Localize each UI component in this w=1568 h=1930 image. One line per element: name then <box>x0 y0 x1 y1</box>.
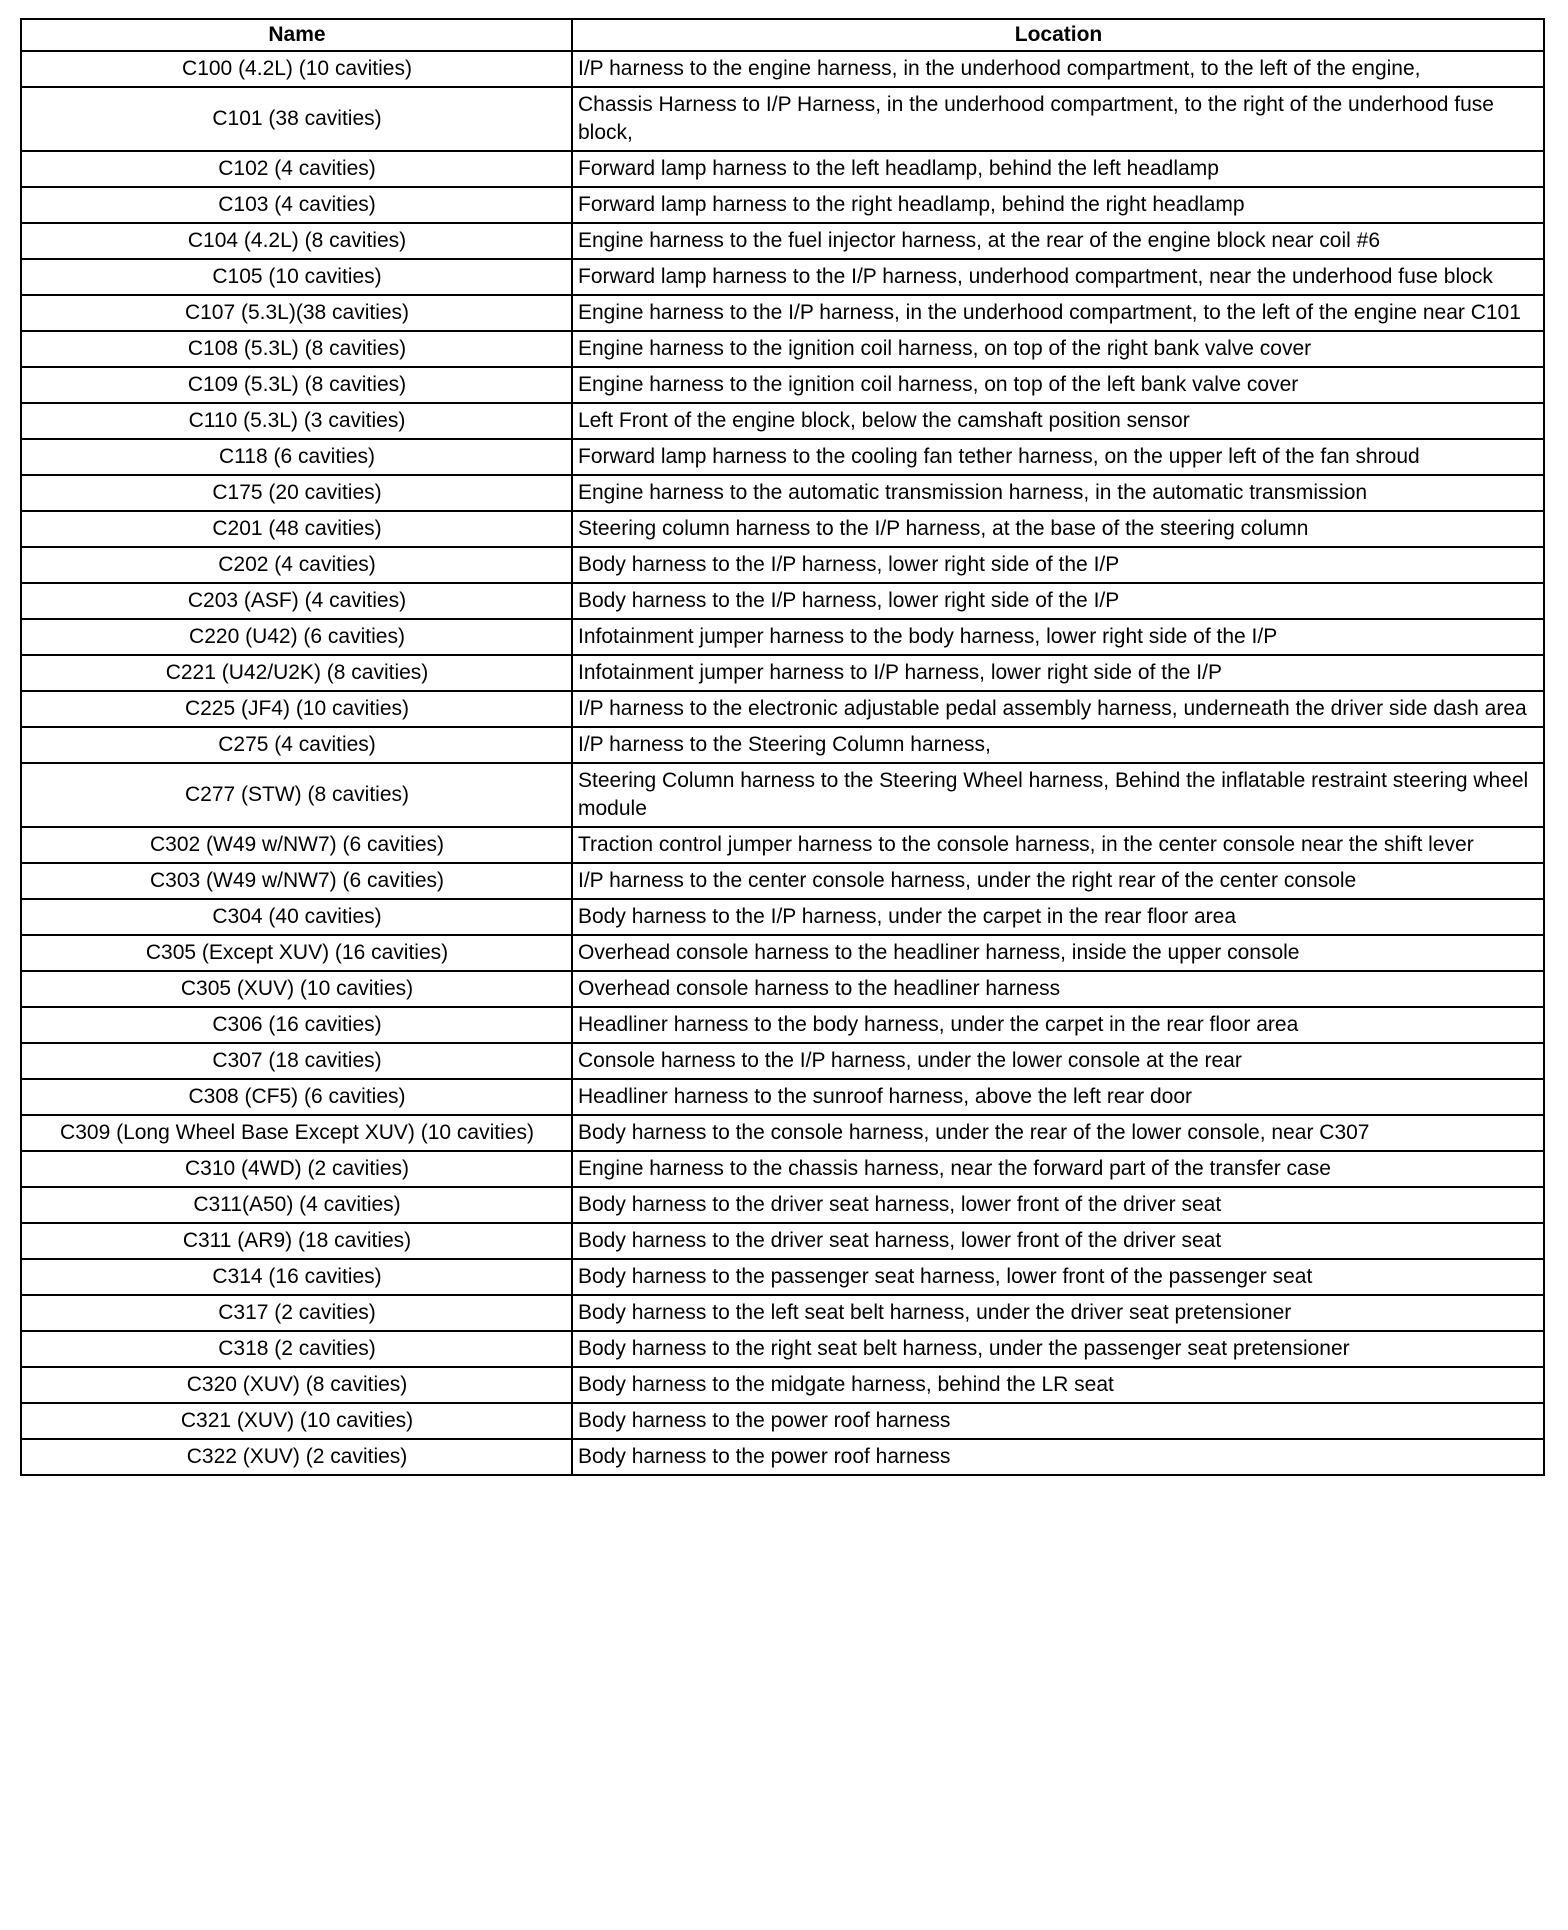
table-row <box>21 187 1544 223</box>
connector-name-cell: C108 (5.3L) (8 cavities) <box>21 331 572 367</box>
connector-location-cell: Body harness to the driver seat harness, lower front of the driver seat <box>572 1223 1544 1259</box>
connector-location-cell: Headliner harness to the body harness, under the carpet in the rear floor area <box>572 1007 1544 1043</box>
connector-name-cell: C303 (W49 w/NW7) (6 cavities) <box>21 863 572 899</box>
table-row <box>21 295 1544 331</box>
connector-name-cell: C277 (STW) (8 cavities) <box>21 763 572 827</box>
connector-location-cell: Body harness to the midgate harness, behind the LR seat <box>572 1367 1544 1403</box>
connector-name-cell: C314 (16 cavities) <box>21 1259 572 1295</box>
table-row <box>21 259 1544 295</box>
connector-location-cell: Engine harness to the I/P harness, in the underhood compartment, to the left of the engine near C101 <box>572 295 1544 331</box>
connector-location-cell: Body harness to the driver seat harness, lower front of the driver seat <box>572 1187 1544 1223</box>
connector-location-cell: I/P harness to the engine harness, in the underhood compartment, to the left of the engine, <box>572 51 1544 87</box>
table-row <box>21 863 1544 899</box>
table-row <box>21 763 1544 827</box>
connector-name-cell: C307 (18 cavities) <box>21 1043 572 1079</box>
table-row <box>21 1043 1544 1079</box>
connector-location-cell: Headliner harness to the sunroof harness, above the left rear door <box>572 1079 1544 1115</box>
connector-location-cell: Overhead console harness to the headliner harness, inside the upper console <box>572 935 1544 971</box>
table-row <box>21 1223 1544 1259</box>
table-row <box>21 151 1544 187</box>
connector-location-table <box>20 18 1545 1476</box>
connector-location-cell: Body harness to the power roof harness <box>572 1403 1544 1439</box>
connector-name-cell: C311 (AR9) (18 cavities) <box>21 1223 572 1259</box>
connector-location-cell: Body harness to the power roof harness <box>572 1439 1544 1475</box>
column-header-location: Location <box>572 19 1544 51</box>
connector-location-cell: Steering column harness to the I/P harness, at the base of the steering column <box>572 511 1544 547</box>
connector-name-cell: C305 (Except XUV) (16 cavities) <box>21 935 572 971</box>
table-row <box>21 899 1544 935</box>
connector-location-cell: Engine harness to the chassis harness, near the forward part of the transfer case <box>572 1151 1544 1187</box>
connector-name-cell: C304 (40 cavities) <box>21 899 572 935</box>
connector-name-cell: C102 (4 cavities) <box>21 151 572 187</box>
connector-name-cell: C110 (5.3L) (3 cavities) <box>21 403 572 439</box>
connector-location-cell: Body harness to the I/P harness, under the carpet in the rear floor area <box>572 899 1544 935</box>
table-row <box>21 1403 1544 1439</box>
connector-name-cell: C118 (6 cavities) <box>21 439 572 475</box>
connector-location-cell: Infotainment jumper harness to the body harness, lower right side of the I/P <box>572 619 1544 655</box>
column-header-name: Name <box>21 19 572 51</box>
connector-name-cell: C201 (48 cavities) <box>21 511 572 547</box>
table-row <box>21 691 1544 727</box>
connector-name-cell: C309 (Long Wheel Base Except XUV) (10 cavities) <box>21 1115 572 1151</box>
table-row <box>21 367 1544 403</box>
connector-location-cell: Body harness to the right seat belt harness, under the passenger seat pretensioner <box>572 1331 1544 1367</box>
table-row <box>21 655 1544 691</box>
table-row <box>21 403 1544 439</box>
table-body <box>21 51 1544 1475</box>
connector-location-cell: Forward lamp harness to the left headlamp, behind the left headlamp <box>572 151 1544 187</box>
connector-location-cell: Forward lamp harness to the right headlamp, behind the right headlamp <box>572 187 1544 223</box>
connector-location-cell: Console harness to the I/P harness, under the lower console at the rear <box>572 1043 1544 1079</box>
table-row <box>21 1439 1544 1475</box>
table-row <box>21 223 1544 259</box>
connector-name-cell: C220 (U42) (6 cavities) <box>21 619 572 655</box>
connector-location-cell: Engine harness to the fuel injector harness, at the rear of the engine block near coil #6 <box>572 223 1544 259</box>
table-row <box>21 1259 1544 1295</box>
connector-name-cell: C305 (XUV) (10 cavities) <box>21 971 572 1007</box>
connector-name-cell: C302 (W49 w/NW7) (6 cavities) <box>21 827 572 863</box>
connector-location-cell: I/P harness to the Steering Column harness, <box>572 727 1544 763</box>
connector-name-cell: C104 (4.2L) (8 cavities) <box>21 223 572 259</box>
table-row <box>21 971 1544 1007</box>
connector-table-container <box>20 18 1543 1476</box>
connector-name-cell: C109 (5.3L) (8 cavities) <box>21 367 572 403</box>
connector-name-cell: C275 (4 cavities) <box>21 727 572 763</box>
connector-name-cell: C320 (XUV) (8 cavities) <box>21 1367 572 1403</box>
connector-location-cell: Engine harness to the automatic transmission harness, in the automatic transmission <box>572 475 1544 511</box>
table-row <box>21 935 1544 971</box>
table-row <box>21 827 1544 863</box>
connector-name-cell: C107 (5.3L)(38 cavities) <box>21 295 572 331</box>
connector-name-cell: C103 (4 cavities) <box>21 187 572 223</box>
connector-location-cell: Engine harness to the ignition coil harness, on top of the left bank valve cover <box>572 367 1544 403</box>
connector-location-cell: Body harness to the passenger seat harness, lower front of the passenger seat <box>572 1259 1544 1295</box>
table-row <box>21 1367 1544 1403</box>
table-row <box>21 87 1544 151</box>
connector-name-cell: C202 (4 cavities) <box>21 547 572 583</box>
table-row <box>21 1331 1544 1367</box>
table-row <box>21 331 1544 367</box>
connector-name-cell: C321 (XUV) (10 cavities) <box>21 1403 572 1439</box>
connector-location-cell: Body harness to the left seat belt harness, under the driver seat pretensioner <box>572 1295 1544 1331</box>
connector-location-cell: Body harness to the I/P harness, lower right side of the I/P <box>572 583 1544 619</box>
connector-name-cell: C310 (4WD) (2 cavities) <box>21 1151 572 1187</box>
table-row <box>21 1007 1544 1043</box>
connector-name-cell: C175 (20 cavities) <box>21 475 572 511</box>
connector-location-cell: Engine harness to the ignition coil harness, on top of the right bank valve cover <box>572 331 1544 367</box>
connector-name-cell: C317 (2 cavities) <box>21 1295 572 1331</box>
table-row <box>21 727 1544 763</box>
table-row <box>21 583 1544 619</box>
connector-location-cell: Forward lamp harness to the I/P harness, underhood compartment, near the underhood fuse block <box>572 259 1544 295</box>
connector-name-cell: C105 (10 cavities) <box>21 259 572 295</box>
connector-location-cell: Body harness to the console harness, under the rear of the lower console, near C307 <box>572 1115 1544 1151</box>
table-row <box>21 475 1544 511</box>
connector-name-cell: C318 (2 cavities) <box>21 1331 572 1367</box>
connector-name-cell: C203 (ASF) (4 cavities) <box>21 583 572 619</box>
connector-location-cell: Steering Column harness to the Steering Wheel harness, Behind the inflatable restraint steering wheel module <box>572 763 1544 827</box>
table-row <box>21 547 1544 583</box>
table-row <box>21 439 1544 475</box>
connector-name-cell: C306 (16 cavities) <box>21 1007 572 1043</box>
connector-name-cell: C225 (JF4) (10 cavities) <box>21 691 572 727</box>
table-row <box>21 1151 1544 1187</box>
connector-location-cell: Infotainment jumper harness to I/P harness, lower right side of the I/P <box>572 655 1544 691</box>
connector-location-cell: Overhead console harness to the headliner harness <box>572 971 1544 1007</box>
connector-location-cell: I/P harness to the center console harness, under the right rear of the center console <box>572 863 1544 899</box>
table-row <box>21 1295 1544 1331</box>
connector-name-cell: C100 (4.2L) (10 cavities) <box>21 51 572 87</box>
connector-name-cell: C101 (38 cavities) <box>21 87 572 151</box>
table-row <box>21 619 1544 655</box>
header-row <box>21 19 1544 51</box>
connector-location-cell: Left Front of the engine block, below the camshaft position sensor <box>572 403 1544 439</box>
table-row <box>21 1079 1544 1115</box>
connector-location-cell: Chassis Harness to I/P Harness, in the underhood compartment, to the right of the underhood fuse block, <box>572 87 1544 151</box>
connector-name-cell: C308 (CF5) (6 cavities) <box>21 1079 572 1115</box>
connector-location-cell: I/P harness to the electronic adjustable pedal assembly harness, underneath the driver side dash area <box>572 691 1544 727</box>
connector-location-cell: Traction control jumper harness to the console harness, in the center console near the shift lever <box>572 827 1544 863</box>
connector-location-cell: Forward lamp harness to the cooling fan tether harness, on the upper left of the fan shroud <box>572 439 1544 475</box>
connector-name-cell: C221 (U42/U2K) (8 cavities) <box>21 655 572 691</box>
connector-location-cell: Body harness to the I/P harness, lower right side of the I/P <box>572 547 1544 583</box>
table-row <box>21 51 1544 87</box>
table-row <box>21 1115 1544 1151</box>
table-row <box>21 1187 1544 1223</box>
table-row <box>21 511 1544 547</box>
connector-name-cell: C322 (XUV) (2 cavities) <box>21 1439 572 1475</box>
connector-name-cell: C311(A50) (4 cavities) <box>21 1187 572 1223</box>
